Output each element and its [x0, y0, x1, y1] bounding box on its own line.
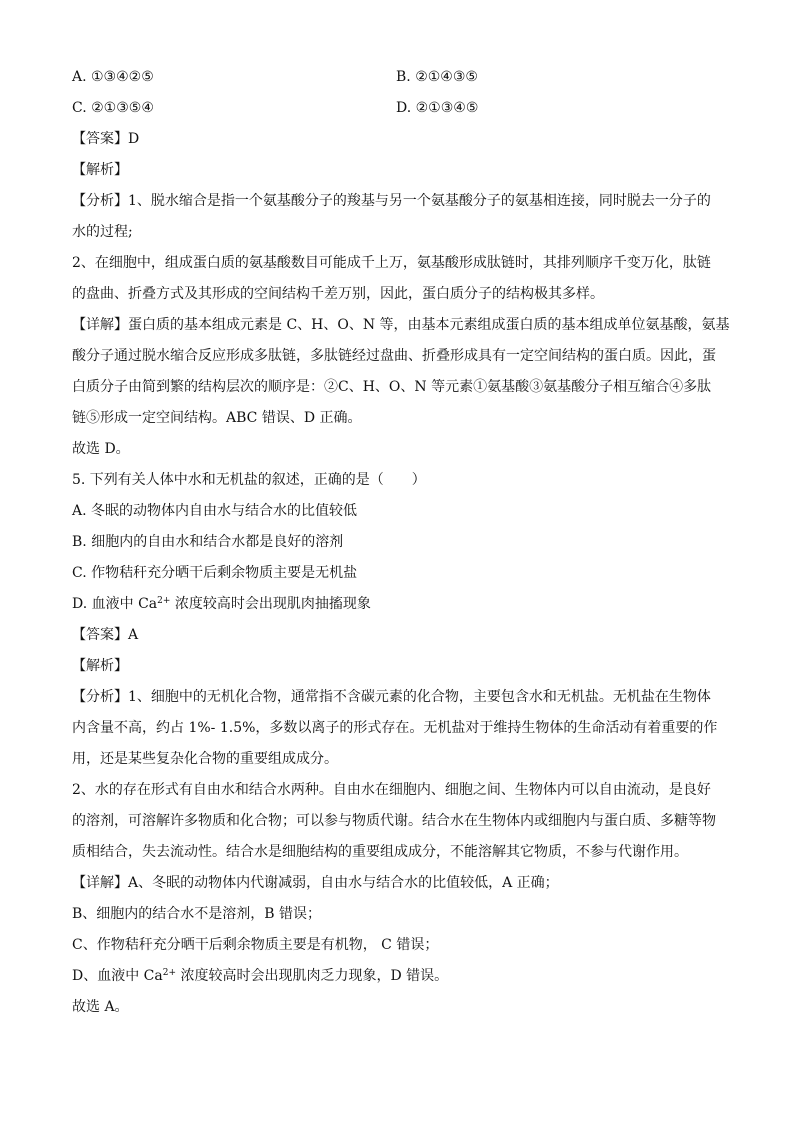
q5-analysis-label: 【解析】: [72, 658, 128, 674]
q5-option-d-pre: D. 血液中 Ca: [72, 596, 158, 612]
q5-text-line: 【详解】A、冬眠的动物体内代谢减弱，自由水与结合水的比值较低，A 正确；: [72, 875, 559, 891]
q4-text-line: 2、在细胞中，组成蛋白质的氨基酸数目可能成千上万，氨基酸形成肽链时，其排列顺序千变万化，肽链: [72, 255, 711, 271]
q4-text-line: 的盘曲、折叠方式及其形成的空间结构千差万别，因此，蛋白质分子的结构极其多样。: [72, 286, 604, 302]
q5-text-line: 用，还是某些复杂化合物的重要组成成分。: [72, 751, 338, 767]
q5-text-line: 【分析】1、细胞中的无机化合物，通常指不含碳元素的化合物，主要包含水和无机盐。无机盐在生物体: [72, 689, 711, 705]
q4-text-line: 酸分子通过脱水缩合反应形成多肽链，多肽链经过盘曲、折叠形成具有一定空间结构的蛋白质。因此，蛋: [72, 348, 716, 364]
q5-option-c: C. 作物秸秆充分晒干后剩余物质主要是无机盐: [72, 565, 358, 581]
q5-answer: 【答案】A: [72, 627, 139, 643]
q5-option-d: [72, 589, 724, 620]
q5-option-d-sup: 2+: [157, 596, 171, 606]
option-d: D. ②①③④⑤: [396, 100, 479, 116]
q5-text-line: C、作物秸秆充分晒干后剩余物质主要是有机物， C 错误；: [72, 937, 439, 953]
option-a: A. ①③④②⑤: [72, 69, 154, 85]
options-row-1: [72, 62, 724, 93]
q5-option-b: B. 细胞内的自由水和结合水都是良好的溶剂: [72, 534, 344, 550]
q5-line-d-post: 浓度较高时会出现肌肉乏力现象，D 错误。: [176, 968, 449, 984]
q5-text-line: 内含量不高，约占 1%- 1.5%，多数以离子的形式存在。无机盐对于维持生物体的生命活动有着重要的作: [72, 720, 718, 736]
options-row-2: [72, 93, 724, 124]
option-b: B. ②①④③⑤: [396, 69, 478, 85]
q5-line-d-pre: D、血液中 Ca: [72, 968, 163, 984]
q4-text-line: 【分析】1、脱水缩合是指一个氨基酸分子的羧基与另一个氨基酸分子的氨基相连接，同时脱去一分子的: [72, 193, 711, 209]
q5-option-d-post: 浓度较高时会出现肌肉抽搐现象: [170, 596, 371, 612]
q5-text-line: 质相结合，失去流动性。结合水是细胞结构的重要组成成分，不能溶解其它物质，不参与代谢作用。: [72, 844, 688, 860]
option-c: C. ②①③⑤④: [72, 100, 154, 116]
q4-analysis-label: 【解析】: [72, 162, 128, 178]
q5-text-line-d: [72, 961, 724, 992]
q4-answer: 【答案】D: [72, 131, 140, 147]
q5-conclusion: 故选 A。: [72, 999, 129, 1015]
q4-text-line: 白质分子由简到繁的结构层次的顺序是：②C、H、O、N 等元素①氨基酸③氨基酸分子相互缩合④多肽: [72, 379, 712, 395]
q5-text-line: B、细胞内的结合水不是溶剂，B 错误；: [72, 906, 322, 922]
q5-question: 5. 下列有关人体中水和无机盐的叙述，正确的是（ ）: [72, 472, 426, 488]
q4-conclusion: 故选 D。: [72, 441, 130, 457]
q5-line-d-sup: 2+: [162, 968, 177, 978]
q5-option-a: A. 冬眠的动物体内自由水与结合水的比值较低: [72, 503, 358, 519]
q4-text-line: 【详解】蛋白质的基本组成元素是 C、H、O、N 等，由基本元素组成蛋白质的基本组成单位氨基酸，氨基: [72, 317, 730, 333]
q4-text-line: 链⑤形成一定空间结构。ABC 错误、D 正确。: [72, 410, 362, 426]
q5-text-line: 的溶剂，可溶解许多物质和化合物；可以参与物质代谢。结合水在生物体内或细胞内与蛋白质、多糖等物: [72, 813, 716, 829]
q4-text-line: 水的过程;: [72, 224, 133, 240]
q5-text-line: 2、水的存在形式有自由水和结合水两种。自由水在细胞内、细胞之间、生物体内可以自由流动，是良好: [72, 782, 711, 798]
document-page: [72, 62, 730, 1023]
